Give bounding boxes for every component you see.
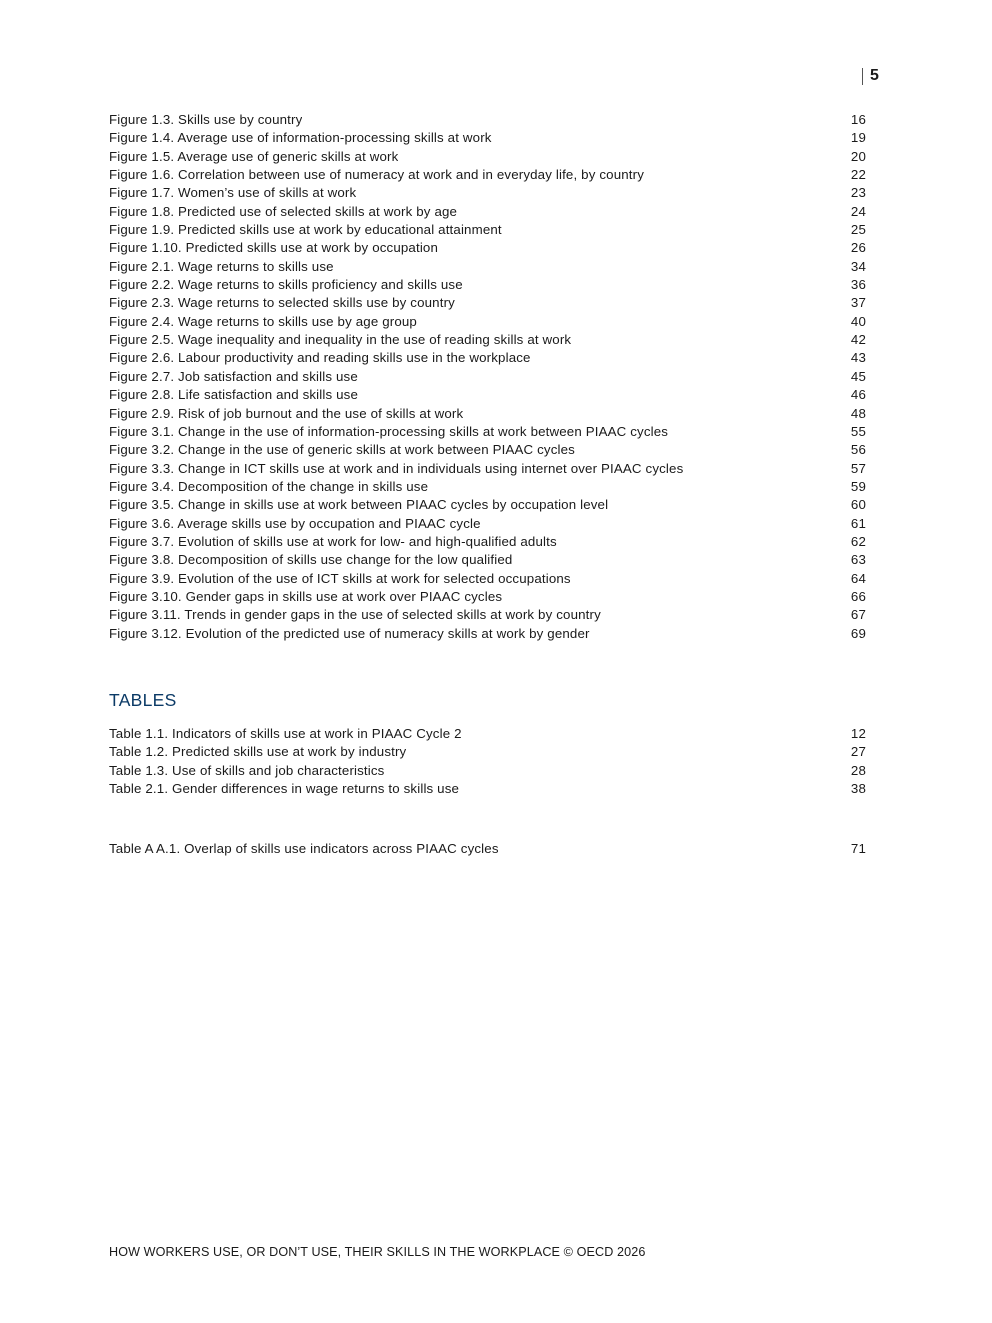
- toc-entry-figure[interactable]: [109, 405, 866, 423]
- toc-entry-figure[interactable]: [109, 166, 866, 184]
- toc-entry-figure-label[interactable]: Figure 2.8. Life satisfaction and skills use: [109, 387, 359, 403]
- toc-entry-figure[interactable]: [109, 386, 866, 404]
- list-of-figures: [109, 111, 866, 643]
- tables-heading: TABLES: [109, 690, 177, 710]
- list-of-tables: [109, 725, 866, 798]
- header-separator: [862, 68, 863, 85]
- toc-entry-figure-label[interactable]: Figure 3.10. Gender gaps in skills use at work over PIAAC cycles: [109, 588, 503, 604]
- toc-entry-figure[interactable]: [109, 148, 866, 166]
- toc-entry-figure-label[interactable]: Figure 3.8. Decomposition of skills use change for the low qualified: [109, 552, 513, 568]
- toc-entry-annex-table[interactable]: [109, 840, 866, 858]
- toc-entry-table-page-number[interactable]: 12: [850, 726, 866, 741]
- toc-entry-figure[interactable]: [109, 258, 866, 276]
- page-footer: HOW WORKERS USE, OR DON’T USE, THEIR SKILLS IN THE WORKPLACE © OECD 2026: [109, 1245, 646, 1259]
- toc-entry-figure[interactable]: [109, 129, 866, 147]
- toc-entry-figure-page-number[interactable]: 57: [850, 460, 866, 476]
- toc-entry-figure-label[interactable]: Figure 3.1. Change in the use of information-processing skills at work between PIAAC cycles: [109, 423, 669, 439]
- toc-entry-figure-page-number[interactable]: 63: [850, 552, 866, 568]
- toc-entry-figure[interactable]: [109, 111, 866, 129]
- toc-entry-figure-page-number[interactable]: 40: [850, 313, 866, 329]
- toc-entry-figure[interactable]: [109, 606, 866, 624]
- toc-entry-figure[interactable]: [109, 460, 866, 478]
- toc-entry-figure[interactable]: [109, 368, 866, 386]
- toc-entry-figure-page-number[interactable]: 20: [850, 148, 866, 164]
- toc-entry-table-page-number[interactable]: 27: [850, 744, 866, 760]
- toc-entry-figure-label[interactable]: Figure 1.4. Average use of information-processing skills at work: [109, 130, 492, 146]
- toc-entry-table-label[interactable]: Table 1.1. Indicators of skills use at work in PIAAC Cycle 2: [109, 726, 462, 741]
- toc-entry-figure[interactable]: [109, 515, 866, 533]
- toc-entry-figure-page-number[interactable]: 34: [850, 258, 866, 274]
- toc-entry-figure-page-number[interactable]: 16: [850, 112, 866, 127]
- page-number: 5: [870, 67, 879, 84]
- toc-entry-table-page-number[interactable]: 38: [850, 781, 866, 797]
- toc-entry-figure-page-number[interactable]: 22: [850, 167, 866, 183]
- toc-entry-figure[interactable]: [109, 588, 866, 606]
- toc-entry-figure-page-number[interactable]: 69: [850, 625, 866, 641]
- toc-entry-figure-label[interactable]: Figure 1.6. Correlation between use of numeracy at work and in everyday life, by country: [109, 167, 644, 183]
- toc-entry-figure-page-number[interactable]: 62: [850, 533, 866, 549]
- toc-entry-figure-label[interactable]: Figure 3.5. Change in skills use at work between PIAAC cycles by occupation level: [109, 497, 609, 513]
- toc-entry-figure[interactable]: [109, 349, 866, 367]
- toc-entry-table[interactable]: [109, 743, 866, 761]
- toc-entry-table-label[interactable]: Table 1.3. Use of skills and job characteristics: [109, 762, 385, 778]
- page-header: [862, 64, 879, 88]
- toc-entry-figure-label[interactable]: Figure 2.5. Wage inequality and inequality in the use of reading skills at work: [109, 332, 572, 348]
- toc-entry-figure-label[interactable]: Figure 3.3. Change in ICT skills use at work and in individuals using internet over PIAAC cycles: [109, 460, 684, 476]
- toc-entry-figure[interactable]: [109, 423, 866, 441]
- toc-entry-figure-page-number[interactable]: 46: [850, 387, 866, 403]
- toc-entry-annex-table-page-number[interactable]: 71: [850, 841, 866, 856]
- toc-entry-figure-label[interactable]: Figure 2.7. Job satisfaction and skills use: [109, 368, 358, 384]
- toc-entry-figure[interactable]: [109, 441, 866, 459]
- toc-entry-figure[interactable]: [109, 276, 866, 294]
- toc-entry-figure-label[interactable]: Figure 3.6. Average skills use by occupation and PIAAC cycle: [109, 515, 481, 531]
- toc-entry-figure-label[interactable]: Figure 3.4. Decomposition of the change in skills use: [109, 478, 429, 494]
- toc-entry-figure-label[interactable]: Figure 3.7. Evolution of skills use at work for low- and high-qualified adults: [109, 533, 557, 549]
- toc-entry-figure[interactable]: [109, 496, 866, 514]
- toc-entry-figure-label[interactable]: Figure 3.12. Evolution of the predicted use of numeracy skills at work by gender: [109, 625, 590, 641]
- toc-entry-figure[interactable]: [109, 203, 866, 221]
- toc-entry-table-label[interactable]: Table 2.1. Gender differences in wage returns to skills use: [109, 781, 460, 797]
- toc-entry-figure[interactable]: [109, 221, 866, 239]
- toc-entry-figure-label[interactable]: Figure 2.4. Wage returns to skills use by age group: [109, 313, 417, 329]
- toc-entry-figure-page-number[interactable]: 67: [850, 607, 866, 623]
- toc-entry-figure-page-number[interactable]: 64: [850, 570, 866, 586]
- toc-entry-figure-label[interactable]: Figure 2.9. Risk of job burnout and the use of skills at work: [109, 405, 464, 421]
- toc-entry-figure-page-number[interactable]: 66: [850, 588, 866, 604]
- toc-entry-figure-label[interactable]: Figure 2.1. Wage returns to skills use: [109, 258, 334, 274]
- toc-entry-figure-page-number[interactable]: 24: [850, 203, 866, 219]
- toc-entry-figure-page-number[interactable]: 56: [850, 442, 866, 458]
- toc-entry-figure-page-number[interactable]: 23: [850, 185, 866, 201]
- toc-entry-figure[interactable]: [109, 625, 866, 643]
- toc-entry-figure-label[interactable]: Figure 1.3. Skills use by country: [109, 112, 303, 127]
- toc-entry-table-page-number[interactable]: 28: [850, 762, 866, 778]
- toc-entry-figure[interactable]: [109, 294, 866, 312]
- toc-entry-figure-label[interactable]: Figure 3.9. Evolution of the use of ICT skills at work for selected occupations: [109, 570, 571, 586]
- toc-entry-table-label[interactable]: Table 1.2. Predicted skills use at work by industry: [109, 744, 407, 760]
- toc-entry-figure-page-number[interactable]: 55: [850, 423, 866, 439]
- toc-entry-figure[interactable]: [109, 313, 866, 331]
- toc-entry-figure[interactable]: [109, 478, 866, 496]
- toc-entry-figure-label[interactable]: Figure 2.3. Wage returns to selected skills use by country: [109, 295, 455, 311]
- toc-entry-figure-page-number[interactable]: 19: [850, 130, 866, 146]
- toc-entry-figure[interactable]: [109, 570, 866, 588]
- toc-entry-figure[interactable]: [109, 551, 866, 569]
- toc-entry-table[interactable]: [109, 762, 866, 780]
- toc-entry-figure-page-number[interactable]: 48: [850, 405, 866, 421]
- toc-entry-figure-label[interactable]: Figure 1.8. Predicted use of selected skills at work by age: [109, 203, 458, 219]
- toc-entry-figure-label[interactable]: Figure 2.2. Wage returns to skills proficiency and skills use: [109, 277, 463, 293]
- toc-entry-figure-page-number[interactable]: 61: [850, 515, 866, 531]
- toc-entry-figure-page-number[interactable]: 59: [850, 478, 866, 494]
- toc-entry-figure-label[interactable]: Figure 2.6. Labour productivity and reading skills use in the workplace: [109, 350, 531, 366]
- toc-entry-figure[interactable]: [109, 239, 866, 257]
- toc-entry-figure-page-number[interactable]: 36: [850, 277, 866, 293]
- toc-entry-figure-page-number[interactable]: 26: [850, 240, 866, 256]
- list-of-annex-tables: [109, 840, 866, 858]
- toc-entry-table[interactable]: [109, 780, 866, 798]
- toc-entry-figure-label[interactable]: Figure 1.5. Average use of generic skills at work: [109, 148, 399, 164]
- toc-entry-figure-label[interactable]: Figure 3.2. Change in the use of generic skills at work between PIAAC cycles: [109, 442, 575, 458]
- toc-entry-figure-page-number[interactable]: 60: [850, 497, 866, 513]
- toc-entry-figure-page-number[interactable]: 45: [850, 368, 866, 384]
- toc-entry-figure-label[interactable]: Figure 1.9. Predicted skills use at work by educational attainment: [109, 222, 502, 238]
- toc-entry-figure-page-number[interactable]: 25: [850, 222, 866, 238]
- toc-entry-annex-table-label[interactable]: Table A A.1. Overlap of skills use indicators across PIAAC cycles: [109, 841, 499, 856]
- toc-entry-figure[interactable]: [109, 184, 866, 202]
- toc-entry-figure-label[interactable]: Figure 3.11. Trends in gender gaps in the use of selected skills at work by country: [109, 607, 601, 623]
- toc-entry-figure-page-number[interactable]: 43: [850, 350, 866, 366]
- toc-entry-table[interactable]: [109, 725, 866, 743]
- toc-entry-figure[interactable]: [109, 331, 866, 349]
- toc-entry-figure-label[interactable]: Figure 1.7. Women’s use of skills at work: [109, 185, 357, 201]
- toc-entry-figure-page-number[interactable]: 37: [850, 295, 866, 311]
- toc-entry-figure[interactable]: [109, 533, 866, 551]
- toc-entry-figure-page-number[interactable]: 42: [850, 332, 866, 348]
- toc-entry-figure-label[interactable]: Figure 1.10. Predicted skills use at work by occupation: [109, 240, 439, 256]
